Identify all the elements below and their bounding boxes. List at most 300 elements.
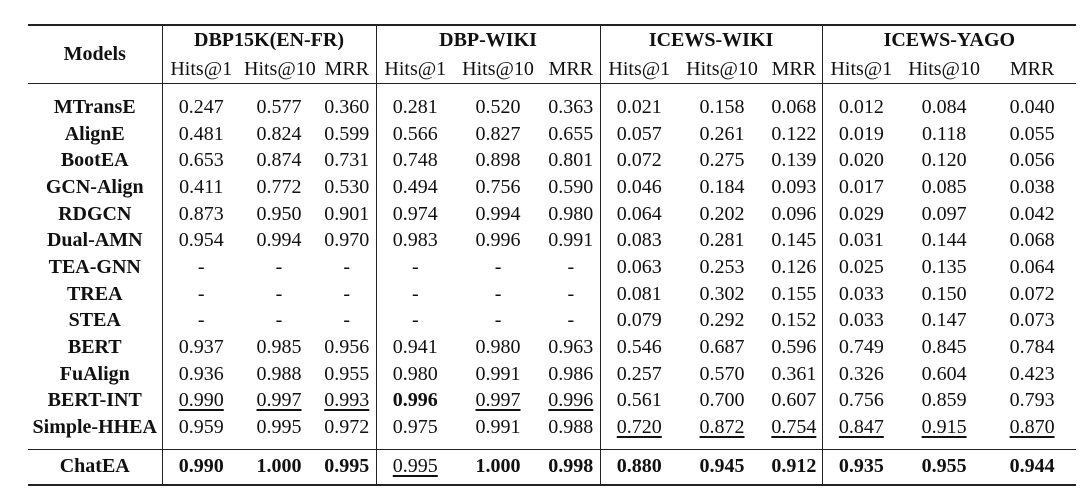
value-cell (376, 147, 454, 174)
table-row (28, 227, 1076, 254)
value-cell (678, 334, 766, 361)
value-cell (240, 147, 318, 174)
value-cell (162, 449, 240, 485)
value-cell (318, 254, 376, 281)
value-text: 0.653 (178, 149, 224, 172)
value-cell (988, 201, 1076, 228)
value-cell (454, 174, 542, 201)
value-text: 0.072 (1009, 282, 1055, 305)
value-cell (766, 449, 822, 485)
value-cell (162, 254, 240, 281)
value-text: 0.970 (324, 229, 370, 252)
value-cell (822, 174, 900, 201)
value-text: 0.936 (178, 362, 224, 385)
value-text: 0.064 (616, 202, 662, 225)
chatea-row (28, 449, 1076, 485)
value-cell (376, 227, 454, 254)
header-group-row (28, 25, 1076, 55)
value-text: 0.257 (616, 362, 662, 385)
value-cell (822, 227, 900, 254)
value-cell (542, 254, 600, 281)
value-text: 0.873 (178, 202, 224, 225)
value-cell (822, 388, 900, 415)
value-text: 0.566 (392, 122, 438, 145)
value-cell (240, 121, 318, 148)
value-cell (542, 334, 600, 361)
value-cell (318, 361, 376, 388)
value-cell (822, 281, 900, 308)
table-row (28, 414, 1076, 449)
value-text: 0.025 (838, 255, 884, 278)
value-text: 1.000 (256, 455, 302, 478)
value-text: - (197, 309, 205, 332)
value-cell (376, 174, 454, 201)
value-text: 0.901 (324, 202, 370, 225)
value-text: 0.029 (838, 202, 884, 225)
value-text: 0.956 (324, 336, 370, 359)
value-text: 0.546 (616, 336, 662, 359)
value-cell (376, 84, 454, 121)
value-cell (766, 254, 822, 281)
value-text: 0.975 (392, 416, 438, 439)
value-text: 0.261 (699, 122, 745, 145)
metric-header: Hits@1 (830, 57, 893, 80)
value-text: - (494, 255, 502, 278)
value-cell (600, 254, 678, 281)
value-text: 0.363 (548, 95, 594, 118)
value-text: 0.481 (178, 122, 224, 145)
value-text: 0.990 (178, 389, 224, 412)
value-text: - (411, 255, 419, 278)
value-cell (542, 414, 600, 449)
value-text: 0.033 (838, 282, 884, 305)
value-text: 0.063 (616, 255, 662, 278)
value-cell (900, 449, 988, 485)
value-text: 0.068 (771, 95, 817, 118)
value-cell (678, 121, 766, 148)
value-text: 0.145 (771, 229, 817, 252)
value-text: 0.275 (699, 149, 745, 172)
value-cell (542, 388, 600, 415)
value-cell (600, 227, 678, 254)
value-text: 0.872 (699, 416, 745, 439)
value-cell (678, 308, 766, 335)
value-cell (900, 147, 988, 174)
value-text: - (343, 255, 351, 278)
value-text: 0.995 (392, 455, 438, 478)
value-cell (376, 121, 454, 148)
value-text: 0.494 (392, 175, 438, 198)
value-cell (988, 334, 1076, 361)
value-cell (988, 308, 1076, 335)
value-text: 0.824 (256, 122, 302, 145)
value-cell (600, 361, 678, 388)
value-text: 0.292 (699, 309, 745, 332)
value-cell (240, 227, 318, 254)
value-cell (988, 281, 1076, 308)
value-cell (822, 361, 900, 388)
value-text: 0.064 (1009, 255, 1055, 278)
value-cell (900, 227, 988, 254)
group-header-dbp15k: DBP15K(EN-FR) (162, 25, 376, 55)
value-cell (900, 174, 988, 201)
value-cell (900, 414, 988, 449)
value-cell (678, 414, 766, 449)
value-cell (678, 147, 766, 174)
value-cell (988, 121, 1076, 148)
value-cell (542, 281, 600, 308)
metric-header: Hits@1 (608, 57, 671, 80)
value-cell (240, 174, 318, 201)
value-text: 0.281 (392, 95, 438, 118)
value-text: 0.983 (392, 229, 438, 252)
value-text: 0.972 (324, 416, 370, 439)
value-text: 0.974 (392, 202, 438, 225)
value-cell (240, 361, 318, 388)
value-text: 0.253 (699, 255, 745, 278)
value-text: 0.577 (256, 95, 302, 118)
value-text: - (343, 309, 351, 332)
metric-header: Hits@10 (686, 57, 758, 80)
value-text: 0.040 (1009, 95, 1055, 118)
value-text: 0.085 (921, 175, 967, 198)
metric-header: MRR (542, 55, 600, 84)
value-text: 0.056 (1009, 149, 1055, 172)
value-text: 0.827 (475, 122, 521, 145)
value-cell (766, 308, 822, 335)
value-cell (766, 201, 822, 228)
value-text: 0.915 (921, 416, 967, 439)
value-text: - (411, 309, 419, 332)
value-text: 0.147 (921, 309, 967, 332)
value-text: 0.986 (548, 362, 594, 385)
value-cell (318, 227, 376, 254)
value-cell (454, 361, 542, 388)
table-row (28, 308, 1076, 335)
value-text: 0.990 (178, 455, 224, 478)
value-cell (900, 201, 988, 228)
value-cell (600, 84, 678, 121)
value-text: 0.994 (256, 229, 302, 252)
value-text: 0.570 (699, 362, 745, 385)
value-text: 0.184 (699, 175, 745, 198)
value-cell (240, 84, 318, 121)
value-text: 0.038 (1009, 175, 1055, 198)
value-cell (678, 254, 766, 281)
value-cell (542, 84, 600, 121)
value-text: 0.057 (616, 122, 662, 145)
value-cell (822, 201, 900, 228)
value-text: 0.859 (921, 389, 967, 412)
value-cell (162, 308, 240, 335)
value-cell (318, 308, 376, 335)
value-text: 0.937 (178, 336, 224, 359)
value-text: 0.144 (921, 229, 967, 252)
table-body (28, 84, 1076, 450)
value-text: 0.880 (616, 455, 662, 478)
value-text: 0.012 (838, 95, 884, 118)
value-cell (240, 281, 318, 308)
table-row (28, 201, 1076, 228)
value-text: 0.991 (475, 362, 521, 385)
value-cell (162, 84, 240, 121)
value-cell (766, 121, 822, 148)
value-text: 0.021 (616, 95, 662, 118)
value-cell (542, 361, 600, 388)
value-cell (900, 121, 988, 148)
value-text: 0.120 (921, 149, 967, 172)
value-cell (678, 388, 766, 415)
group-header-dbp-wiki: DBP-WIKI (376, 25, 600, 55)
value-cell (766, 361, 822, 388)
value-cell (988, 174, 1076, 201)
value-text: 0.997 (475, 389, 521, 412)
value-text: 0.361 (771, 362, 817, 385)
value-cell (318, 84, 376, 121)
metric-header: MRR (318, 55, 376, 84)
value-cell (542, 121, 600, 148)
value-cell (240, 414, 318, 449)
value-cell (376, 388, 454, 415)
value-text: 0.874 (256, 149, 302, 172)
value-cell (162, 147, 240, 174)
value-cell (454, 121, 542, 148)
model-name-cell: STEA (28, 308, 162, 335)
table-row (28, 254, 1076, 281)
table-row (28, 84, 1076, 121)
value-cell (600, 147, 678, 174)
value-cell (376, 254, 454, 281)
results-table-container (28, 24, 1076, 486)
value-text: 0.935 (838, 455, 884, 478)
value-cell (766, 388, 822, 415)
value-cell (766, 281, 822, 308)
value-text: 0.604 (921, 362, 967, 385)
value-text: 0.754 (771, 416, 817, 439)
value-cell (900, 84, 988, 121)
value-text: 0.360 (324, 95, 370, 118)
value-text: 0.073 (1009, 309, 1055, 332)
value-cell (678, 201, 766, 228)
value-cell (162, 174, 240, 201)
value-text: 0.084 (921, 95, 967, 118)
value-text: 0.996 (392, 389, 438, 412)
value-text: - (567, 282, 575, 305)
value-text: 0.998 (548, 455, 594, 478)
value-cell (766, 174, 822, 201)
value-cell (600, 388, 678, 415)
value-cell (162, 334, 240, 361)
value-cell (454, 308, 542, 335)
value-cell (822, 147, 900, 174)
value-cell (542, 449, 600, 485)
value-cell (600, 281, 678, 308)
value-text: - (494, 309, 502, 332)
value-cell (542, 308, 600, 335)
value-cell (454, 227, 542, 254)
value-text: 0.748 (392, 149, 438, 172)
value-text: 0.122 (771, 122, 817, 145)
table-final-section (28, 449, 1076, 485)
value-text: 0.991 (548, 229, 594, 252)
value-text: 0.083 (616, 229, 662, 252)
value-text: 0.994 (475, 202, 521, 225)
model-name-cell: ChatEA (28, 449, 162, 485)
value-cell (988, 147, 1076, 174)
value-cell (454, 281, 542, 308)
model-name-cell: TEA-GNN (28, 254, 162, 281)
value-text: 0.941 (392, 336, 438, 359)
value-text: 0.046 (616, 175, 662, 198)
value-text: 0.520 (475, 95, 521, 118)
value-text: 0.561 (616, 389, 662, 412)
value-cell (240, 201, 318, 228)
value-text: 0.326 (838, 362, 884, 385)
value-text: 0.068 (1009, 229, 1055, 252)
value-cell (376, 414, 454, 449)
value-cell (766, 84, 822, 121)
value-cell (822, 308, 900, 335)
value-text: 0.042 (1009, 202, 1055, 225)
model-name-cell: Simple-HHEA (28, 414, 162, 449)
value-text: 0.993 (324, 389, 370, 412)
value-cell (678, 449, 766, 485)
value-cell (822, 84, 900, 121)
value-cell (678, 84, 766, 121)
metric-header: Hits@10 (908, 57, 980, 80)
value-cell (600, 414, 678, 449)
value-cell (678, 361, 766, 388)
value-text: 0.687 (699, 336, 745, 359)
value-text: 0.202 (699, 202, 745, 225)
metric-header: Hits@10 (462, 57, 534, 80)
value-text: 0.135 (921, 255, 967, 278)
value-text: 0.996 (548, 389, 594, 412)
value-text: 0.959 (178, 416, 224, 439)
value-text: 0.081 (616, 282, 662, 305)
value-text: 0.756 (838, 389, 884, 412)
metric-header: Hits@1 (170, 57, 233, 80)
value-text: 0.150 (921, 282, 967, 305)
value-cell (240, 449, 318, 485)
value-text: 0.019 (838, 122, 884, 145)
value-cell (318, 201, 376, 228)
value-cell (240, 388, 318, 415)
value-text: 0.995 (324, 455, 370, 478)
header-metric-row (28, 55, 1076, 84)
results-table (28, 24, 1076, 486)
value-cell (318, 281, 376, 308)
model-name-cell: FuAlign (28, 361, 162, 388)
value-text: 0.596 (771, 336, 817, 359)
value-cell (900, 334, 988, 361)
value-text: 0.655 (548, 122, 594, 145)
value-text: 0.118 (921, 122, 967, 145)
value-cell (162, 227, 240, 254)
value-text: 0.749 (838, 336, 884, 359)
value-cell (900, 281, 988, 308)
metric-header: Hits@1 (384, 57, 447, 80)
value-text: 0.845 (921, 336, 967, 359)
value-text: 0.985 (256, 336, 302, 359)
value-cell (600, 334, 678, 361)
value-cell (318, 414, 376, 449)
value-cell (988, 388, 1076, 415)
value-text: 0.784 (1009, 336, 1055, 359)
model-name-cell: BootEA (28, 147, 162, 174)
value-cell (988, 254, 1076, 281)
value-text: 0.954 (178, 229, 224, 252)
value-text: 0.139 (771, 149, 817, 172)
value-cell (900, 254, 988, 281)
group-header-icews-wiki: ICEWS-WIKI (600, 25, 822, 55)
value-text: 0.700 (699, 389, 745, 412)
metric-header: Hits@10 (244, 57, 316, 80)
value-text: 0.944 (1009, 455, 1055, 478)
value-text: - (275, 255, 283, 278)
value-cell (542, 227, 600, 254)
value-text: 0.607 (771, 389, 817, 412)
value-cell (766, 227, 822, 254)
value-cell (454, 201, 542, 228)
value-cell (988, 227, 1076, 254)
value-cell (766, 147, 822, 174)
value-cell (988, 361, 1076, 388)
value-cell (454, 449, 542, 485)
value-text: 0.997 (256, 389, 302, 412)
value-cell (376, 334, 454, 361)
table-row (28, 281, 1076, 308)
value-cell (454, 388, 542, 415)
value-cell (376, 201, 454, 228)
value-cell (600, 308, 678, 335)
value-text: 0.945 (699, 455, 745, 478)
value-text: 0.731 (324, 149, 370, 172)
value-text: 0.590 (548, 175, 594, 198)
value-text: 0.950 (256, 202, 302, 225)
table-row (28, 147, 1076, 174)
value-cell (766, 334, 822, 361)
value-text: 0.411 (179, 175, 224, 198)
value-cell (318, 388, 376, 415)
metric-header: MRR (1009, 57, 1055, 80)
value-text: - (275, 282, 283, 305)
value-cell (766, 414, 822, 449)
value-cell (454, 147, 542, 174)
value-cell (376, 281, 454, 308)
value-text: 0.991 (475, 416, 521, 439)
value-cell (240, 254, 318, 281)
value-cell (318, 147, 376, 174)
value-text: 0.017 (838, 175, 884, 198)
value-text: 0.847 (838, 416, 884, 439)
table-row (28, 174, 1076, 201)
value-cell (318, 121, 376, 148)
value-text: 0.020 (838, 149, 884, 172)
models-header: Models (28, 25, 162, 84)
value-cell (900, 361, 988, 388)
value-cell (600, 201, 678, 228)
value-text: 0.980 (548, 202, 594, 225)
value-cell (822, 414, 900, 449)
value-text: - (343, 282, 351, 305)
value-text: - (411, 282, 419, 305)
table-row (28, 361, 1076, 388)
value-text: 0.152 (771, 309, 817, 332)
value-text: - (567, 255, 575, 278)
value-cell (162, 361, 240, 388)
model-name-cell: BERT (28, 334, 162, 361)
